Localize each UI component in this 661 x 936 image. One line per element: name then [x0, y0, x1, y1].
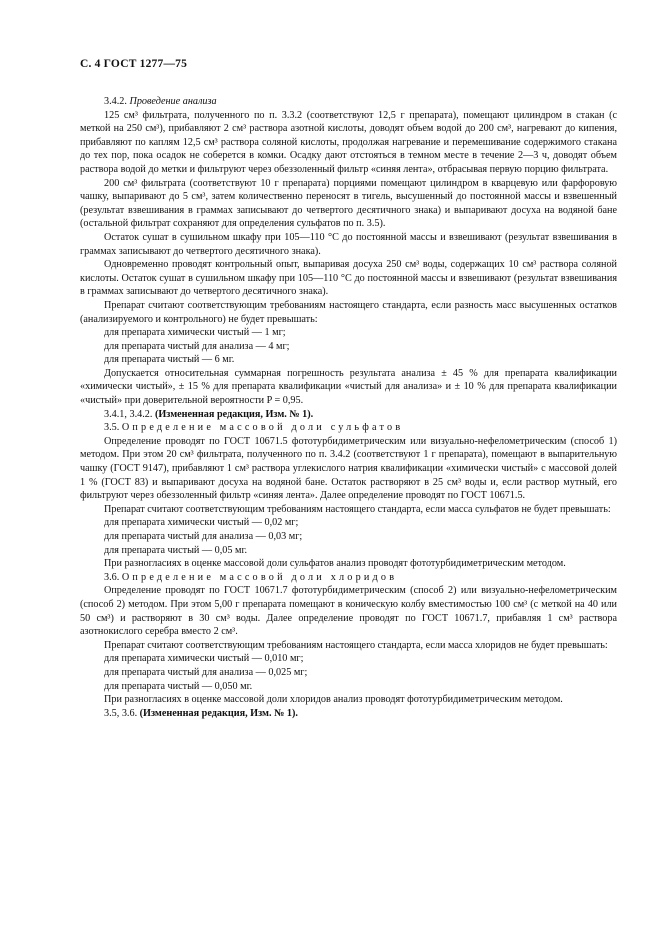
section-number: 3.6.: [104, 571, 120, 583]
section-heading-3-5: [80, 421, 617, 435]
change-note-number: 3.4.1, 3.4.2.: [104, 408, 153, 420]
paragraph: Препарат считают соответствующим требованиям настоящего стандарта, если масса сульфатов не будет превышать:: [104, 503, 611, 515]
paragraph: 125 см³ фильтрата, полученного по п. 3.3.2 (соответствуют 12,5 г препарата), помещают цилиндром в стакан (с меткой на 250 см³), прибавляют 2 см³ раствора азотной кислоты, доводят объем водой до 200 см³, нагревают до кипения, прибавляют по каплям 12,5 см³ раствора соляной кислоты, продолжая нагревание и перемешивание содержимого стакана до тех пор, пока осадок не соберется в комки. Осадку дают отстояться в темном месте в течение 2—3 ч, доводят объем раствора водой до метки и фильтруют через обеззоленный фильтр «синяя лента», отбрасывая первую порцию фильтрата.: [80, 109, 617, 175]
section-title: Определение массовой доли хлоридов: [121, 571, 398, 583]
paragraph: Определение проводят по ГОСТ 10671.7 фототурбидиметрическим (способ 2) или визуально-нефелометрическим (способ 2) методом. При этом 5,00 г препарата помещают в коническую колбу вместимостью 100 см³ (с меткой на 40 или 50 см³) и растворяют в 30 см³ воды. Далее определение проводят по ГОСТ 10671.7, прибавляя 1 см³ раствора азотнокислого серебра вместо 2 см³.: [80, 585, 617, 638]
limit-item: для препарата чистый для анализа — 4 мг;: [104, 340, 290, 352]
page-header: С. 4 ГОСТ 1277—75: [80, 58, 188, 70]
section-number: 3.5.: [104, 422, 120, 434]
limit-item: для препарата чистый — 6 мг.: [104, 354, 235, 366]
limit-item: для препарата химически чистый — 1 мг;: [104, 327, 286, 339]
paragraph: Препарат считают соответствующим требованиям настоящего стандарта, если масса хлоридов не будет превышать:: [104, 639, 608, 651]
paragraph: При разногласиях в оценке массовой доли хлоридов анализ проводят фототурбидиметрическим методом.: [104, 694, 563, 706]
section-title: Определение массовой доли сульфатов: [121, 422, 404, 434]
limit-item: для препарата химически чистый — 0,010 мг;: [104, 653, 304, 665]
change-note: [80, 408, 617, 422]
paragraph: Остаток сушат в сушильном шкафу при 105—110 °С до постоянной массы и взвешивают (результат взвешивания в граммах записывают до четвертого десятичного знака).: [80, 231, 617, 257]
paragraph: 200 см³ фильтрата (соответствуют 10 г препарата) порциями помещают цилиндром в кварцевую или фарфоровую чашку, выпаривают до 5 см³, затем количественно переносят в тигель, высушенный до постоянной массы и взвешенный (результат взвешивания в граммах записывают до четвертого десятичного знака) и выпаривают досуха на водяной бане (остальной фильтрат сохраняют для определения сульфатов по п. 3.5).: [80, 177, 617, 230]
limit-item: для препарата чистый для анализа — 0,03 мг;: [104, 531, 303, 542]
change-note-number: 3.5, 3.6.: [104, 707, 138, 719]
paragraph: Одновременно проводят контрольный опыт, выпаривая досуха 250 см³ воды, содержащих 10 см³ раствора соляной кислоты. Остаток сушат в сушильном шкафу при 105—110 °С до постоянной массы и взвешивают (результат взвешивания в граммах записывают до четвертого десятичного знака).: [80, 259, 617, 298]
paragraph: Препарат считают соответствующим требованиям настоящего стандарта, если разность масс высушенных остатков (анализируемого и контрольного) не будет превышать:: [80, 299, 617, 325]
section-number: 3.4.2.: [104, 96, 127, 107]
section-heading-3-4-2: [80, 95, 617, 109]
section-title: Проведение анализа: [129, 96, 217, 107]
limit-item: для препарата чистый — 0,050 мг.: [104, 680, 253, 692]
change-note: [80, 707, 617, 721]
limit-item: для препарата химически чистый — 0,02 мг;: [104, 517, 299, 529]
paragraph: Определение проводят по ГОСТ 10671.5 фототурбидиметрическим или визуально-нефелометрическим (способ 1) методом. При этом 20 см³ фильтрата, полученного по п. 3.4.2 (соответствуют 1 г препарата), помещают в выпарительную чашку (ГОСТ 9147), прибавляют 1 см³ раствора углекислого натрия квалификации «химически чистый» с массовой долей 1 % (ГОСТ 83) и выпаривают досуха на водяной бане. Остаток растворяют в 25 см³ воды и, если раствор мутный, его фильтруют через обеззоленный фильтр «синяя лента». Далее определение проводят по ГОСТ 10671.5.: [80, 435, 617, 502]
limit-item: для препарата чистый — 0,05 мг.: [104, 544, 248, 556]
change-note-text: (Измененная редакция, Изм. № 1).: [154, 408, 314, 420]
document-body: [80, 95, 617, 720]
section-heading-3-6: [80, 571, 617, 585]
paragraph: Допускается относительная суммарная погрешность результата анализа ± 45 % для препарата квалификации «химически чистый», ± 15 % для препарата квалификации «чистый для анализа» и ± 10 % для препарата квалификации «чистый» при доверительной вероятности P = 0,95.: [80, 367, 617, 407]
change-note-text: (Измененная редакция, Изм. № 1).: [139, 707, 298, 719]
limit-item: для препарата чистый для анализа — 0,025 мг;: [104, 666, 308, 678]
paragraph: При разногласиях в оценке массовой доли сульфатов анализ проводят фототурбидиметрическим методом.: [104, 558, 566, 570]
